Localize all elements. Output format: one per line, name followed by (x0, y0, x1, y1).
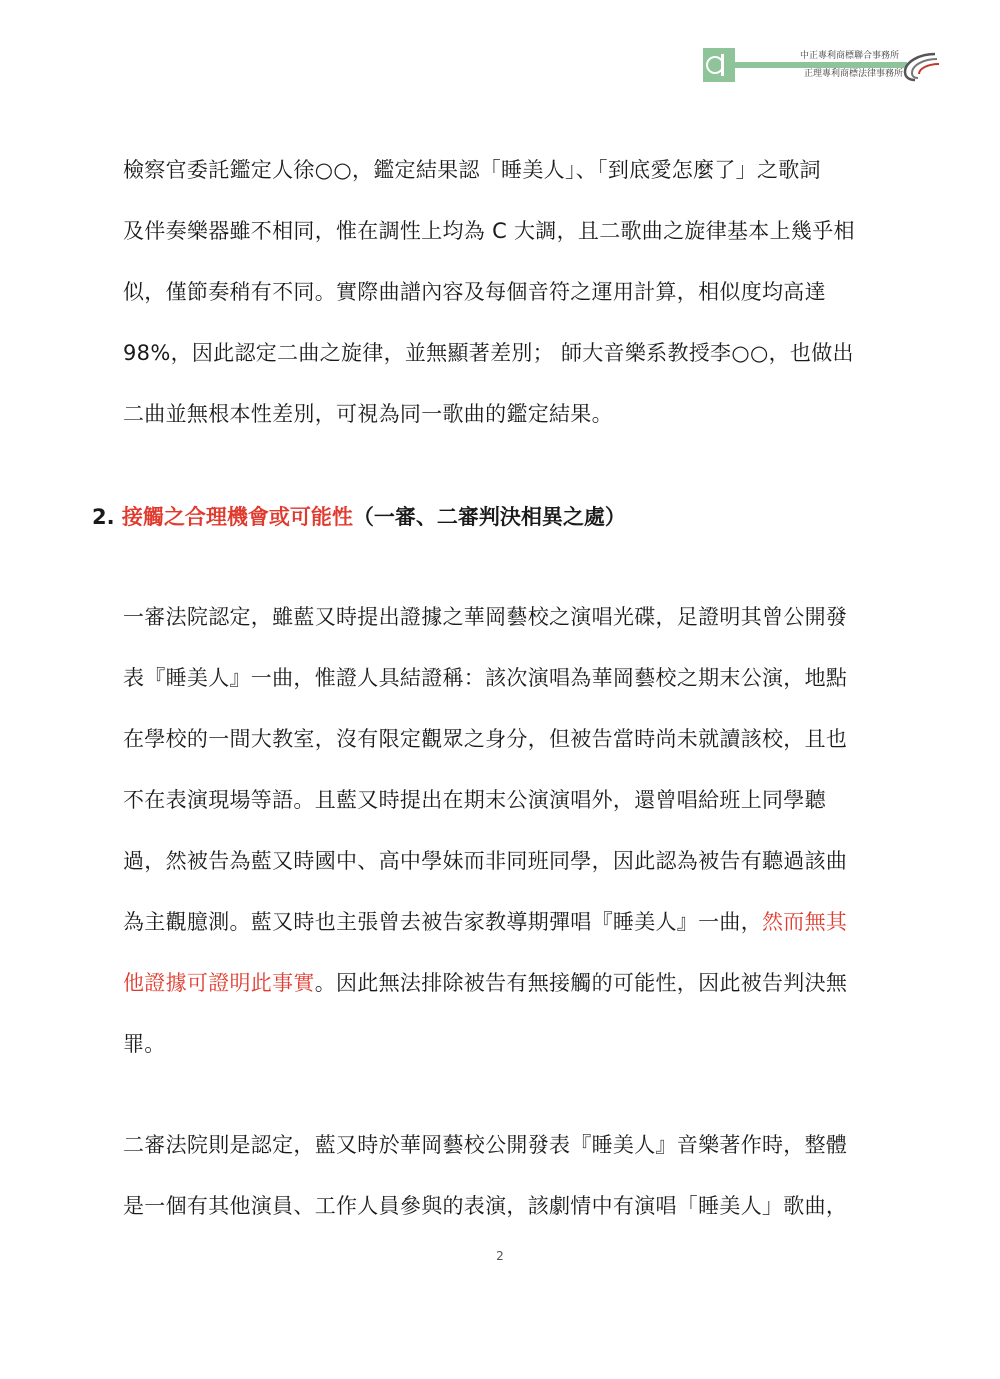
paragraph-appraisal (123, 140, 933, 445)
logo-firm-name-2: 正理專利商標法律事務所 (803, 69, 903, 79)
section-number: 2. (92, 505, 115, 529)
highlighted-text: 然而無其 (762, 910, 848, 934)
text-line: 二審法院則是認定，藍又時於華岡藝校公開發表『睡美人』音樂著作時，整體 (123, 1133, 848, 1157)
highlighted-text: 他證據可證明此事實 (123, 971, 315, 995)
section-heading-2 (92, 492, 922, 542)
paragraph-first-instance (123, 587, 933, 1075)
text-line: 及伴奏樂器雖不相同，惟在調性上均為 C 大調，且二歌曲之旋律基本上幾乎相 (123, 219, 855, 243)
text-line (123, 953, 933, 1014)
text-line: 表『睡美人』一曲，惟證人具結證稱：該次演唱為華岡藝校之期末公演，地點 (123, 666, 848, 690)
paragraph-second-instance (123, 1115, 933, 1237)
logo-emblem-icon (703, 48, 735, 82)
page-number: 2 (496, 1249, 504, 1263)
text-line: 罪。 (123, 1032, 166, 1056)
logo-swoosh-icon (899, 50, 941, 82)
text-line: 不在表演現場等語。且藍又時提出在期末公演演唱外，還曾唱給班上同學聽 (123, 788, 826, 812)
text-line: 過，然被告為藍又時國中、高中學妹而非同班同學，因此認為被告有聽過該曲 (123, 849, 848, 873)
text-line (123, 892, 933, 953)
section-title-note: （一審、二審判決相異之處） (352, 505, 626, 529)
text-line: 一審法院認定，雖藍又時提出證據之華岡藝校之演唱光碟，足證明其曾公開發 (123, 605, 848, 629)
section-title-highlight: 接觸之合理機會或可能性 (121, 505, 353, 529)
text-line: 98%，因此認定二曲之旋律，並無顯著差別； 師大音樂系教授李○○，也做出 (123, 341, 854, 365)
firm-logo (703, 48, 943, 84)
text-line: 是一個有其他演員、工作人員參與的表演，該劇情中有演唱「睡美人」歌曲， (123, 1194, 848, 1218)
text-segment: 。因此無法排除被告有無接觸的可能性，因此被告判決無 (314, 971, 848, 995)
text-segment: 為主觀臆測。藍又時也主張曾去被告家教導期彈唱『睡美人』一曲， (123, 910, 762, 934)
logo-firm-name-1: 中正專利商標聯合事務所 (799, 51, 899, 61)
text-line: 二曲並無根本性差別，可視為同一歌曲的鑑定結果。 (123, 402, 613, 426)
text-line: 檢察官委託鑑定人徐○○，鑑定結果認「睡美人」、「到底愛怎麼了」之歌詞 (123, 158, 821, 182)
text-line: 在學校的一間大教室，沒有限定觀眾之身分，但被告當時尚未就讀該校，且也 (123, 727, 848, 751)
text-line: 似，僅節奏稍有不同。實際曲譜內容及每個音符之運用計算，相似度均高達 (123, 280, 826, 304)
